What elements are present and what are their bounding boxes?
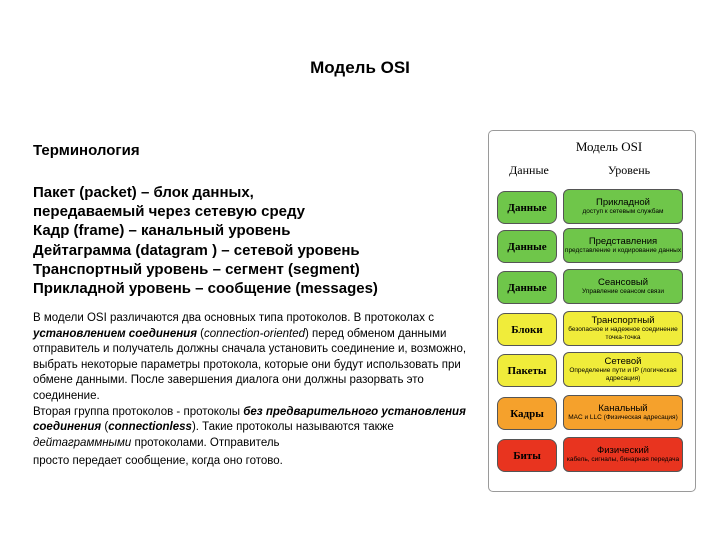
unit-network: Пакеты bbox=[497, 354, 557, 387]
layer-presentation bbox=[563, 228, 683, 263]
layer-transport bbox=[563, 311, 683, 346]
terminology-definitions bbox=[33, 183, 483, 298]
text-run: В модели OSI различаются два основных типа протоколов. В протоколах с bbox=[33, 312, 434, 324]
unit-presentation: Данные bbox=[497, 230, 557, 263]
term-connection-oriented: установлением соединения bbox=[33, 327, 197, 340]
term-datagram: дейтаграммными bbox=[33, 436, 132, 449]
unit-session: Данные bbox=[497, 271, 557, 304]
layer-name: Прикладной bbox=[596, 197, 650, 208]
definition-line: Дейтаграмма (datagram ) – сетевой уровень bbox=[33, 241, 360, 259]
protocols-paragraph bbox=[33, 311, 473, 470]
page-title: Модель OSI bbox=[310, 58, 410, 77]
layer-description: Управление сеансом связи bbox=[582, 288, 664, 295]
text-run: ( bbox=[196, 327, 205, 340]
layer-name: Представления bbox=[588, 236, 658, 247]
osi-model-figure bbox=[488, 130, 696, 492]
unit-application: Данные bbox=[497, 191, 557, 224]
text-run: ). Такие протоколы называются также bbox=[191, 421, 394, 434]
term-english: connectionless bbox=[108, 421, 192, 434]
layer-name: Канальный bbox=[598, 403, 648, 414]
text-run: ( bbox=[101, 421, 109, 434]
term-connectionless: без предварительного установления соединения bbox=[33, 405, 466, 434]
layer-description: представление и кодирование данных bbox=[564, 247, 682, 254]
layer-network bbox=[563, 352, 683, 387]
layer-session bbox=[563, 269, 683, 304]
text-run: Вторая группа протоколов - протоколы bbox=[33, 405, 244, 418]
unit-transport: Блоки bbox=[497, 313, 557, 346]
definition-line: Прикладной уровень – сообщение (messages) bbox=[33, 280, 378, 298]
layer-name: Сеансовый bbox=[598, 277, 648, 288]
unit-physical: Биты bbox=[497, 439, 557, 472]
layer-description: доступ к сетевым службам bbox=[582, 208, 664, 215]
term-english: connection-oriented bbox=[204, 327, 306, 340]
unit-data-link: Кадры bbox=[497, 397, 557, 430]
definition-line: Кадр (frame) – канальный уровень bbox=[33, 222, 291, 240]
layer-physical bbox=[563, 437, 683, 472]
layer-description: кабель, сигналы, бинарная передача bbox=[566, 456, 680, 463]
terminology-heading: Терминология bbox=[33, 142, 140, 159]
layer-description: Определение пути и IP (логическая адресация) bbox=[569, 367, 677, 382]
text-run: просто передает сообщение, когда оно готово. bbox=[33, 455, 283, 468]
layer-data-link bbox=[563, 395, 683, 430]
definition-line: Транспортный уровень – сегмент (segment) bbox=[33, 260, 360, 278]
column-header-data: Данные bbox=[509, 163, 549, 177]
column-header-level: Уровень bbox=[607, 163, 651, 177]
text-run: протоколами. Отправитель bbox=[131, 436, 280, 449]
definition-line: Пакет (packet) – блок данных, bbox=[33, 184, 254, 201]
layer-name: Транспортный bbox=[591, 315, 655, 326]
definition-line: передаваемый через сетевую среду bbox=[33, 203, 305, 221]
text-run: ) перед обменом данными отправитель и получатель должны сначала установить соединение и, возможно, выбрать некоторые параметры протокола, которые они будут использовать при обмене данными. После завершения диалога они должны разорвать это соединение. bbox=[33, 327, 467, 402]
figure-title: Модель OSI bbox=[575, 139, 643, 154]
layer-name: Физический bbox=[597, 445, 649, 456]
layer-name: Сетевой bbox=[604, 356, 642, 367]
layer-description: безопасное и надежное соединение точка-точка bbox=[568, 326, 678, 341]
layer-application bbox=[563, 189, 683, 224]
layer-description: MAC и LLC (Физическая адресация) bbox=[568, 414, 678, 421]
